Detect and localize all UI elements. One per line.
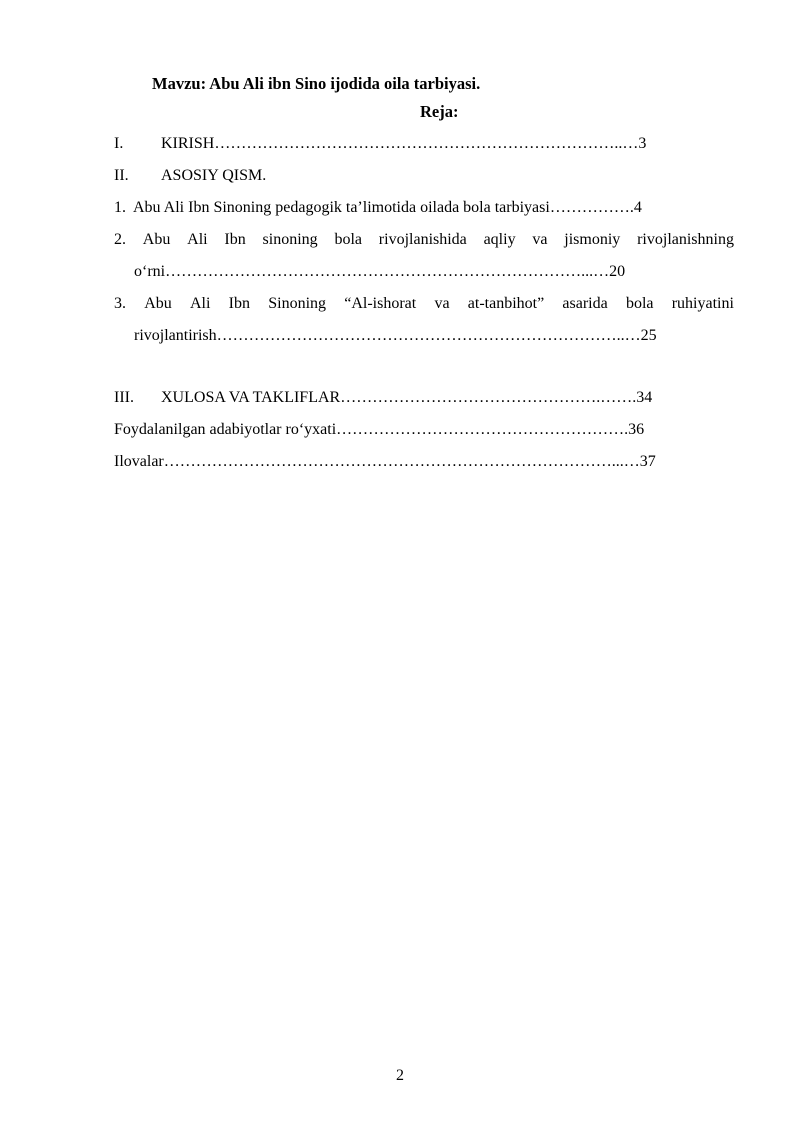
toc-title: Ilovalar: [114, 453, 164, 470]
toc-word: Ibn: [224, 231, 246, 248]
toc-title: ASOSIY QISM.: [161, 167, 267, 184]
toc-word: “Al-ishorat: [344, 295, 417, 312]
toc-title: XULOSA VA TAKLIFLAR: [161, 389, 341, 406]
toc-word: va: [434, 295, 450, 312]
toc-numeral: III.: [114, 389, 134, 406]
toc-word: Ali: [187, 231, 208, 248]
toc-page-number: 3: [638, 135, 647, 152]
toc-numeral: 3.: [114, 295, 126, 312]
toc-entry-item2-line2: [114, 262, 734, 294]
toc-page-number: 37: [639, 453, 656, 470]
toc-word: Ibn: [228, 295, 250, 312]
toc-word: Abu: [144, 295, 172, 312]
toc-word: ruhiyatini: [671, 295, 734, 312]
toc-entry-item3-line2: [114, 326, 734, 358]
toc-entry-item1: [114, 198, 734, 230]
toc-word: rivojlanishida: [378, 231, 467, 248]
plan-heading: Reja:: [420, 102, 459, 121]
toc-title: Abu Ali Ibn Sinoning pedagogik ta’limotida oilada bola tarbiyasi: [133, 199, 550, 216]
blank-line: [114, 358, 734, 388]
toc-entry-asosiy: [114, 166, 734, 198]
toc-leader: ……………………………………………………………………...…: [165, 263, 610, 280]
toc-page-number: 25: [640, 327, 657, 344]
toc-page-number: 4: [633, 199, 642, 216]
toc-title-continuation: o‘rni: [134, 263, 166, 280]
document-subject: Mavzu: Abu Ali ibn Sino ijodida oila tarbiyasi.: [152, 74, 481, 93]
toc-title-continuation: rivojlantirish: [134, 327, 217, 344]
toc-leader: …………………………………………………………………………...…: [163, 453, 640, 470]
page-number: 2: [396, 1067, 404, 1084]
toc-leader: …………………………………………………………………..…: [216, 327, 641, 344]
toc-word: bola: [625, 295, 654, 312]
toc-entry-adabiyot: [114, 420, 734, 452]
toc-leader: ……………………………………………….: [336, 421, 629, 438]
page-content: [114, 74, 734, 484]
toc-entry-kirish: [114, 134, 734, 166]
toc-word: asarida: [562, 295, 608, 312]
toc-word: Ali: [190, 295, 211, 312]
toc-numeral: I.: [114, 135, 124, 152]
toc-word: va: [532, 231, 548, 248]
toc-title: KIRISH: [161, 135, 215, 152]
toc-word: jismoniy: [564, 231, 621, 248]
toc-leader: ………………………………………….…….: [340, 389, 637, 406]
toc-page-number: 36: [628, 421, 645, 438]
toc-word: rivojlanishning: [637, 231, 734, 248]
toc-numeral: 1.: [114, 199, 126, 216]
toc-word: bola: [334, 231, 362, 248]
toc-page-number: 34: [636, 389, 653, 406]
toc-word: aqliy: [483, 231, 516, 248]
toc-numeral: II.: [114, 167, 129, 184]
toc-entry-item2-line1: [114, 230, 734, 262]
toc-word: sinoning: [262, 231, 318, 248]
toc-leader: …………….: [549, 199, 634, 216]
toc-entry-xulosa: [114, 388, 734, 420]
toc-word: Sinoning: [268, 295, 327, 312]
toc-leader: …………………………………………………………………..…: [214, 135, 639, 152]
toc-page-number: 20: [609, 263, 626, 280]
toc-numeral: 2.: [114, 231, 126, 248]
toc-entry-ilovalar: [114, 452, 734, 484]
toc-title: Foydalanilgan adabiyotlar ro‘yxati: [114, 421, 337, 438]
toc-word: at-tanbihot”: [467, 295, 545, 312]
toc-entry-item3-line1: [114, 294, 734, 326]
toc-word: Abu: [142, 231, 171, 248]
